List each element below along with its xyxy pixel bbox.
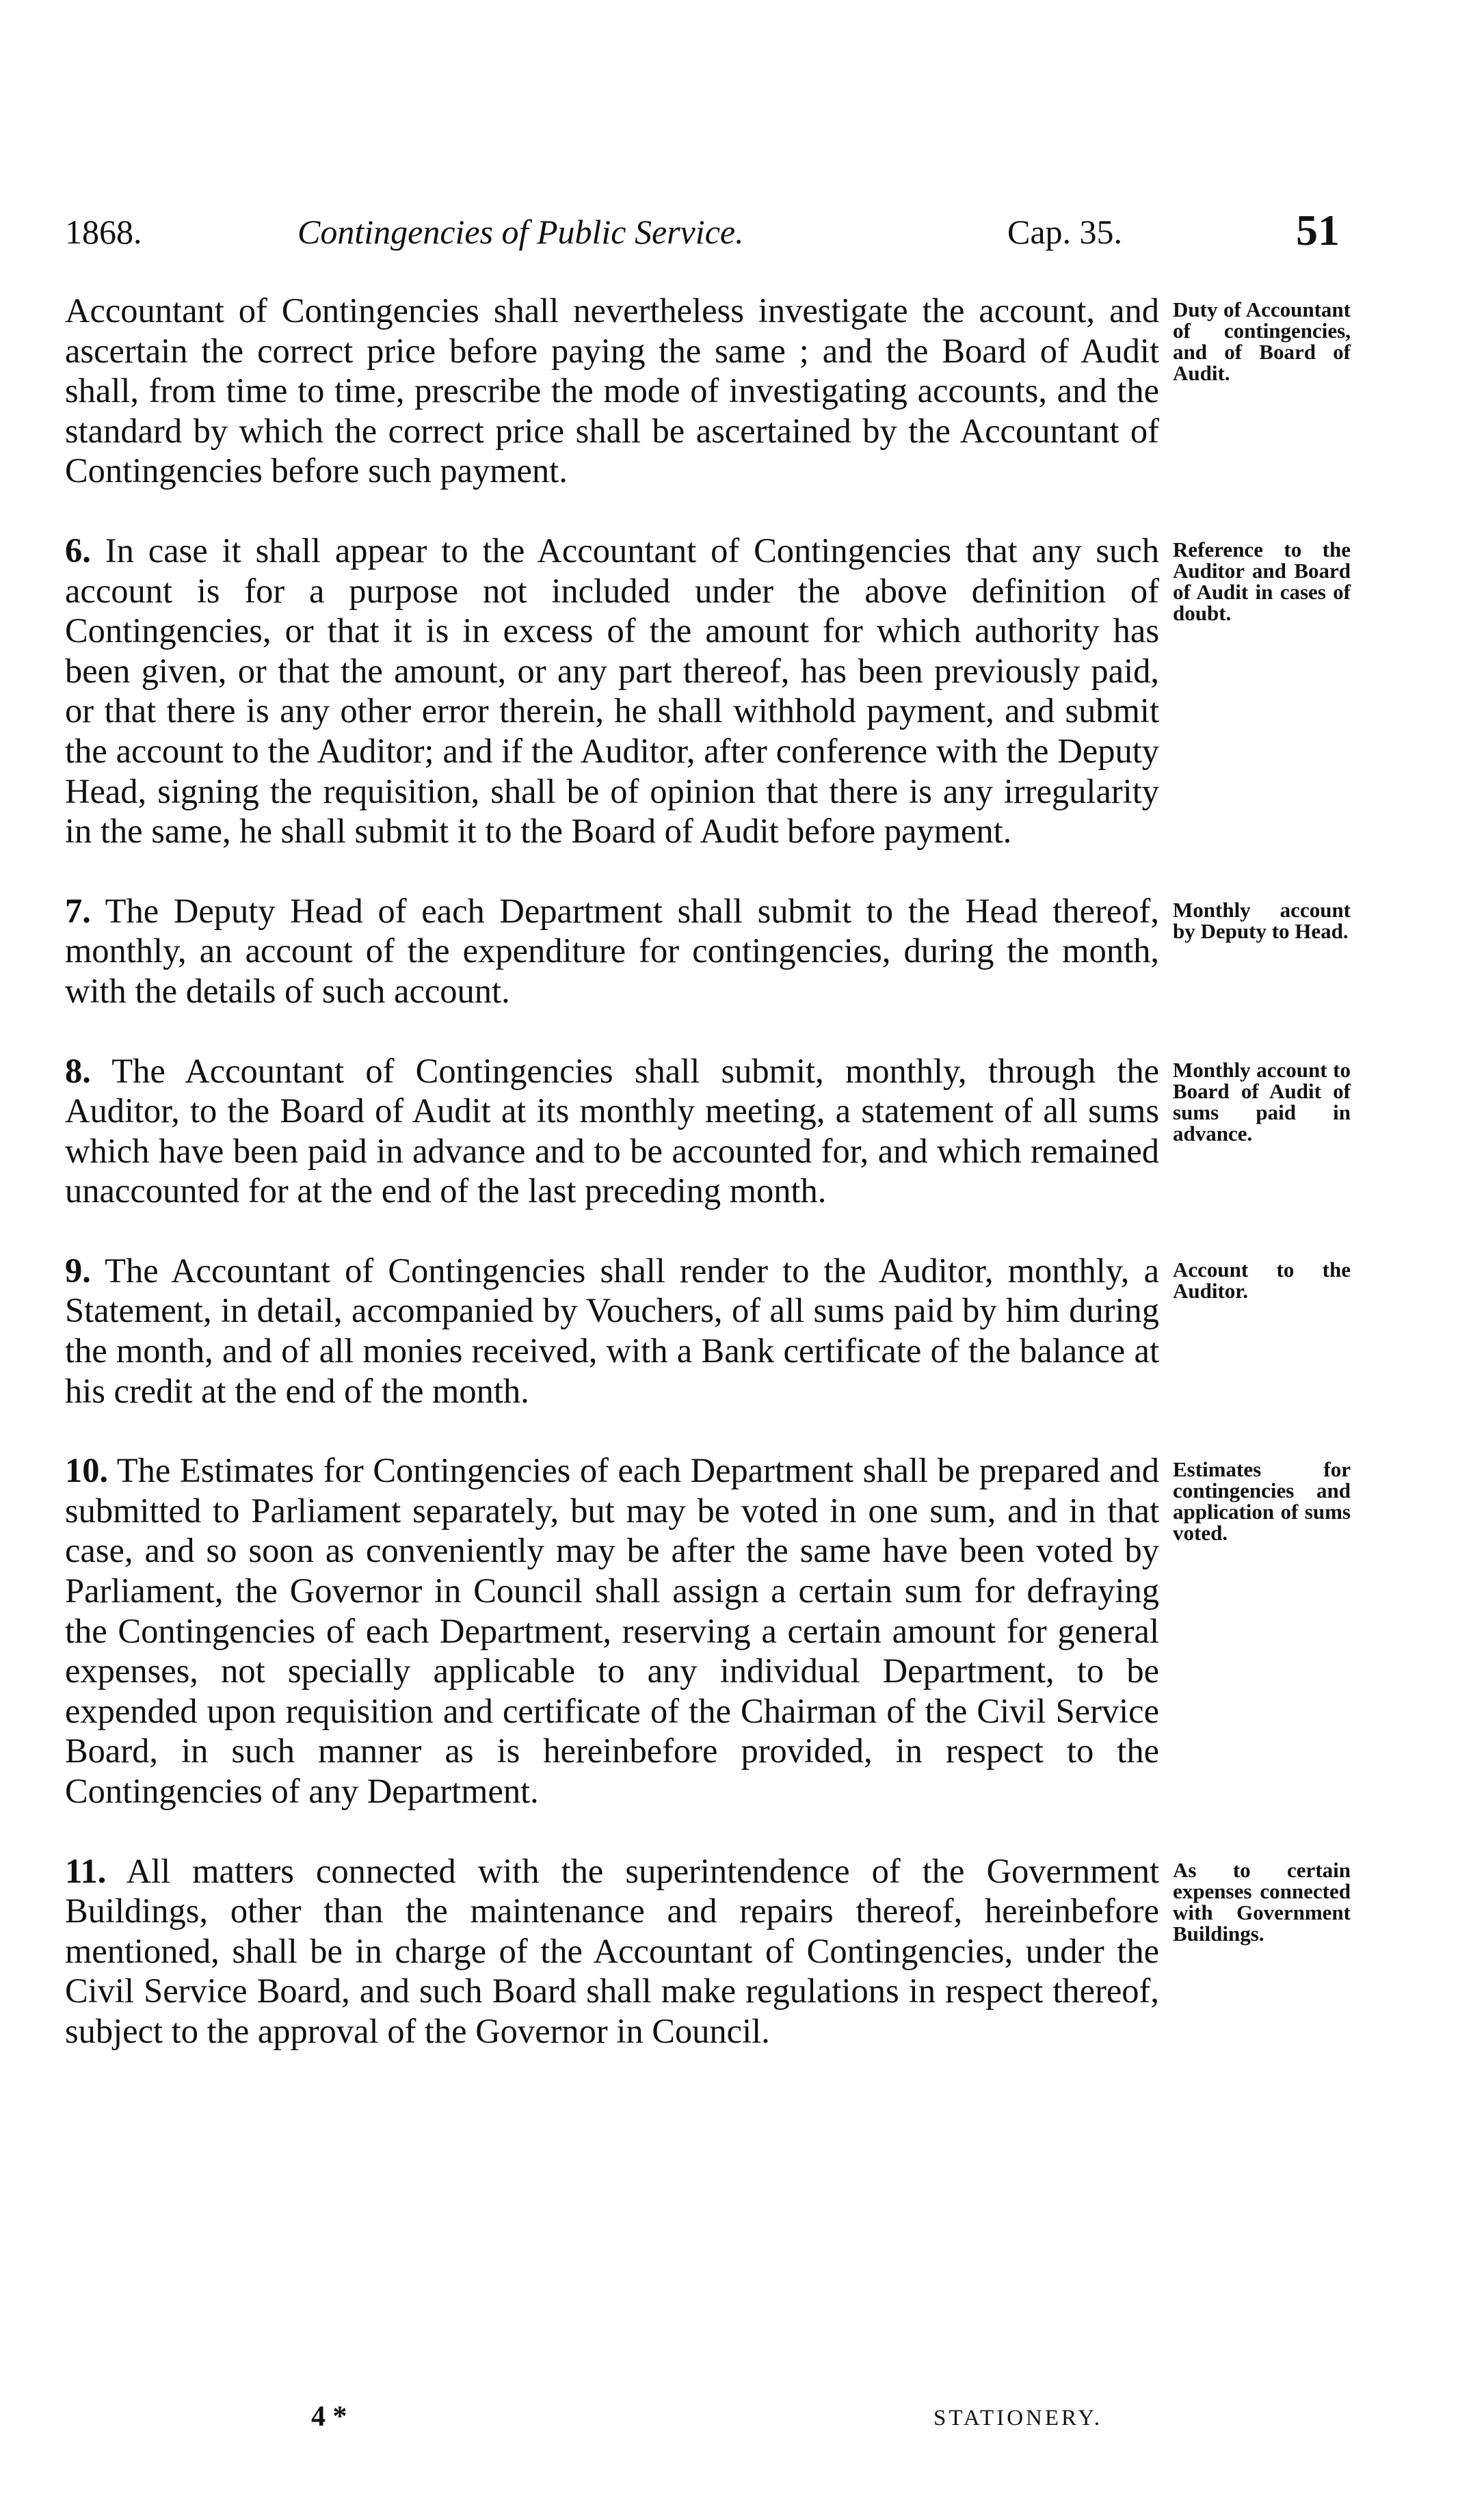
section-11 <box>65 1851 1351 2052</box>
section-text: Accountant of Contingencies shall nevertheless investigate the account, and ascertain the correct price before paying the same ; and the Board of Audit shall, from time to time, prescribe the mode of investigating accounts, and the standard by which the correct price shall be ascertained by the Accountant of Contingencies before such payment. <box>65 291 1159 490</box>
marginal-note: Monthly account by Deputy to Head. <box>1173 897 1351 943</box>
page-footer <box>0 2400 1471 2441</box>
section-number: 6. <box>65 531 91 570</box>
page-number: 51 <box>1296 206 1340 254</box>
section-number: 9. <box>65 1251 91 1290</box>
section-10 <box>65 1450 1351 1811</box>
section-text: In case it shall appear to the Accountant of Contingencies that any such account is for a purpose not included under the above definition of Contingencies, or that it is in excess of the amount for which authority has been given, or that the amount, or any part thereof, has been previously paid, or that there is any other error therein, he shall withhold payment, and submit the account to the Auditor; and if the Auditor, after conference with the Deputy Head, signing the requisition, shall be of opinion that there is any irregularity in the same, he shall submit it to the Board of Audit before payment. <box>65 531 1159 851</box>
section-8 <box>65 1051 1351 1211</box>
section-number: 10. <box>65 1451 109 1490</box>
section-number: 7. <box>65 891 91 930</box>
section-number: 8. <box>65 1051 91 1090</box>
section-text: The Accountant of Contingencies shall render to the Auditor, monthly, a Statement, in detail, accompanied by Vouchers, of all sums paid by him during the month, and of all monies received, with a Bank certificate of the balance at his credit at the end of the month. <box>65 1251 1159 1410</box>
marginal-note: Account to the Auditor. <box>1173 1257 1351 1303</box>
section-text: All matters connected with the superintendence of the Government Buildings, other than the maintenance and repairs thereof, hereinbefore mentioned, shall be in charge of the Accountant of Contingencies, under the Civil Service Board, and such Board shall make regulations in respect thereof, subject to the approval of the Governor in Council. <box>65 1851 1159 2050</box>
marginal-note: Duty of Accountant of contingencies, and of Board of Audit. <box>1173 297 1351 385</box>
section-9 <box>65 1251 1351 1411</box>
signature-mark: 4 * <box>311 2401 347 2432</box>
catchword: STATIONERY. <box>933 2406 1103 2430</box>
section-text: The Estimates for Contingencies of each Department shall be prepared and submitted to Parliament separately, but may be voted in one sum, and in that case, and so soon as conveniently may be after the same have been voted by Parliament, the Governor in Council shall assign a certain sum for defraying the Contingencies of each Department, reserving a certain amount for general expenses, not specially applicable to any individual Department, to be expended upon requisition and certificate of the Chairman of the Civil Service Board, in such manner as is hereinbefore provided, in respect to the Contingencies of any Department. <box>65 1451 1159 1810</box>
section-text: The Accountant of Contingencies shall submit, monthly, through the Auditor, to the Board of Audit at its monthly meeting, a statement of all sums which have been paid in advance and to be accounted for, and which remained unaccounted for at the end of the last preceding month. <box>65 1051 1159 1210</box>
section-6 <box>65 531 1351 851</box>
marginal-note: Reference to the Auditor and Board of Audit in cases of doubt. <box>1173 537 1351 625</box>
section-number: 11. <box>65 1851 107 1890</box>
page-body <box>65 291 1351 2052</box>
header-title: Contingencies of Public Service. <box>297 213 744 251</box>
marginal-note: Estimates for contingencies and application of sums voted. <box>1173 1457 1351 1546</box>
running-header <box>65 205 1351 267</box>
header-year: 1868. <box>65 213 142 251</box>
header-chapter: Cap. 35. <box>1007 213 1123 251</box>
section-text: The Deputy Head of each Department shall submit to the Head thereof, monthly, an account of the expenditure for contingencies, during the month, with the details of such account. <box>65 891 1159 1010</box>
marginal-note: Monthly account to Board of Audit of sums paid in advance. <box>1173 1057 1351 1145</box>
section-5-continued <box>65 291 1351 491</box>
marginal-note: As to certain expenses connected with Government Buildings. <box>1173 1857 1351 1946</box>
section-7 <box>65 891 1351 1011</box>
